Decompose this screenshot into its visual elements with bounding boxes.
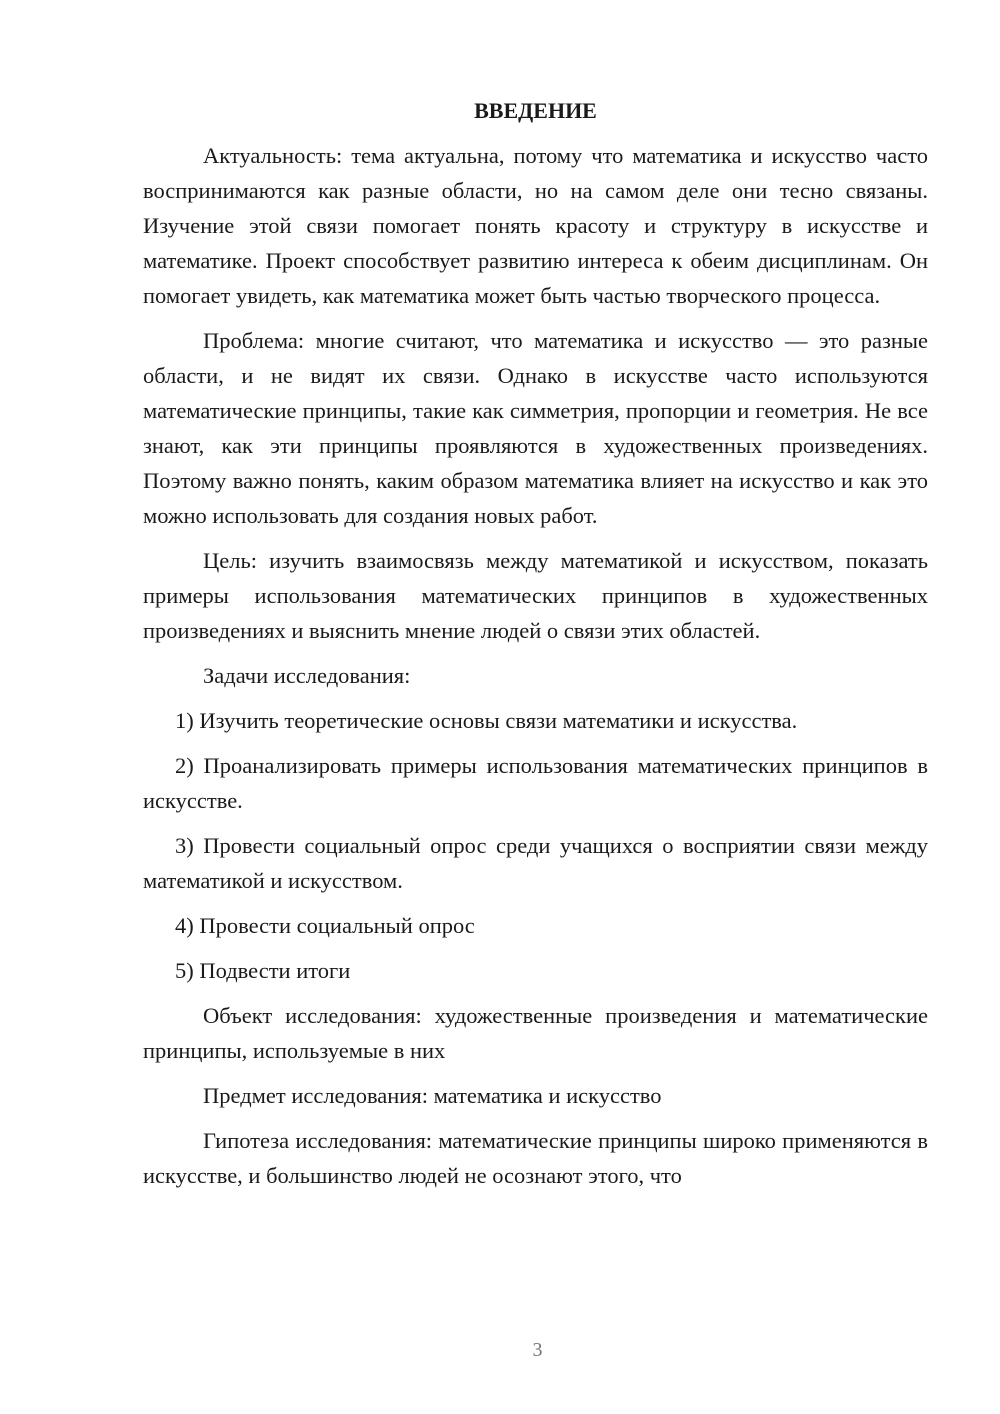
document-body — [143, 93, 928, 1203]
task-item: 4) Провести социальный опрос — [175, 913, 475, 938]
task-item: 1) Изучить теоретические основы связи математики и искусства. — [175, 708, 798, 733]
problem-paragraph: Проблема: многие считают, что математика и искусство — это разные области, и не видят их связи. Однако в искусстве часто используются математические принципы, такие как симметрия, пропорции и геометрия. Не все знают, как эти принципы проявляются в художественных произведениях. Поэтому важно понять, каким образом математика влияет на искусство и как это можно использовать для создания новых работ. — [143, 328, 928, 528]
section-title: ВВЕДЕНИЕ — [474, 98, 597, 123]
task-item: 2) Проанализировать примеры использования математических принципов в искусстве. — [143, 753, 928, 813]
task-item: 3) Провести социальный опрос среди учащихся о восприятии связи между математикой и искусством. — [143, 833, 928, 893]
tasks-heading: Задачи исследования: — [203, 663, 411, 688]
object-paragraph: Объект исследования: художественные произведения и математические принципы, используемые в них — [143, 1003, 928, 1063]
task-item: 5) Подвести итоги — [175, 958, 351, 983]
hypothesis-paragraph: Гипотеза исследования: математические принципы широко применяются в искусстве, и большинство людей не осознают этого, что — [143, 1128, 928, 1188]
page-number: 3 — [532, 1339, 543, 1361]
relevance-paragraph: Актуальность: тема актуальна, потому что математика и искусство часто воспринимаются как разные области, но на самом деле они тесно связаны. Изучение этой связи помогает понять красоту и структуру в искусстве и математике. Проект способствует развитию интереса к обеим дисциплинам. Он помогает увидеть, как математика может быть частью творческого процесса. — [143, 143, 928, 308]
goal-paragraph: Цель: изучить взаимосвязь между математикой и искусством, показать примеры использования математических принципов в художественных произведениях и выяснить мнение людей о связи этих областей. — [143, 548, 928, 643]
subject-paragraph: Предмет исследования: математика и искусство — [203, 1083, 662, 1108]
